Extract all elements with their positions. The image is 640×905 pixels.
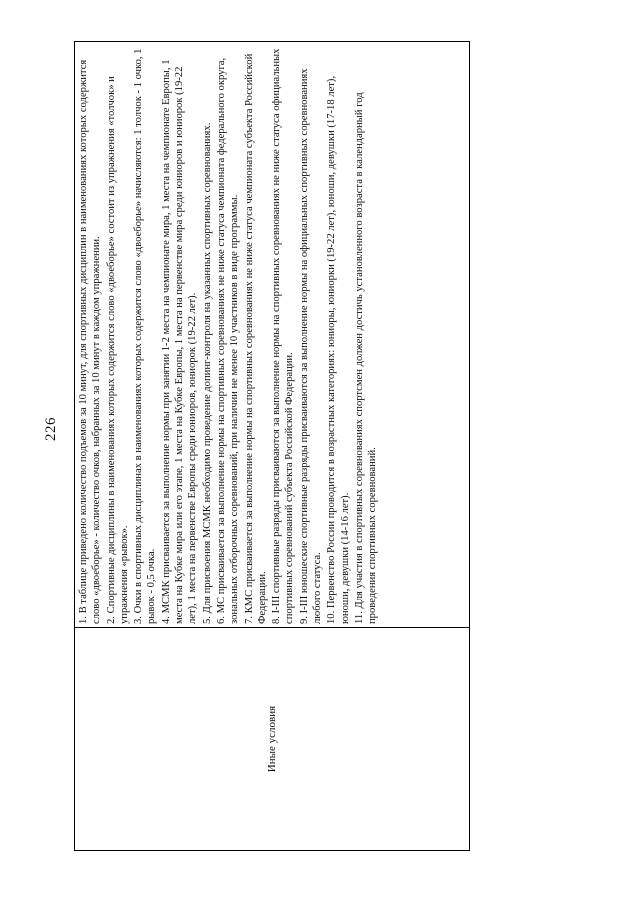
condition-item: 8. I-III спортивные разряды присваиваются за выполнение нормы на спортивных соревнованиях не ниже статуса официальных спортивных соревнований субъекта Российской Федерации. xyxy=(271,48,296,624)
condition-item: 6. МС присваивается за выполнение нормы на спортивных соревнованиях не ниже статуса чемпионата федерального округа, зональных отборочных соревнований, при наличии не менее 10 участников в виде программы. xyxy=(215,57,241,624)
conditions-cell xyxy=(75,42,470,628)
conditions-table xyxy=(74,41,470,851)
condition-item: 9. I-III юношеские спортивные разряды присваиваются за выполнение нормы на официальных спортивных соревнованиях любого статуса. xyxy=(298,68,324,624)
condition-item: 2. Спортивные дисциплины в наименованиях которых содержится слово «двоеборье» состоит из упражнения «толчок» и упражнения «рывок». xyxy=(105,76,130,624)
table-row xyxy=(75,42,470,851)
condition-item: 10. Первенство России проводится в возрастных категориях: юниоры, юниорки (19-22 лет), юноши, девушки (17-18 лет), юноши, девушки (14-16 лет). xyxy=(326,75,351,624)
condition-item: 7. КМС присваивается за выполнение нормы на спортивных соревнованиях не ниже статуса чемпионата субъекта Российской Федерации. xyxy=(243,53,268,624)
condition-item: 1. В таблице приведено количество подъемов за 10 минут, для спортивных дисциплин в наименованиях которых содержится слово «двоеборье» - количество очков, набранных за 10 минут в каждом упражнении. xyxy=(78,59,103,624)
conditions-table-wrapper xyxy=(74,41,470,851)
page-number: 226 xyxy=(43,417,59,441)
row-label: Иные условия xyxy=(266,705,278,773)
condition-item: 3. Очки в спортивных дисциплинах в наименованиях которых содержится слово «двоеборье» начисляются: 1 толчок - 1 очко, 1 рывок - 0,5 очка. xyxy=(133,48,158,624)
condition-item: 11. Для участия в спортивных соревнованиях спортсмен должен достичь установленного возраста в календарный год проведения спортивных соревнований. xyxy=(353,92,379,624)
condition-item: 4. МСМК присваивается за выполнение нормы при занятии 1-2 места на чемпионате мира, 1 места на чемпионате Европы, 1 места на Кубке мира или его этапе, 1 места на Кубке Европы, 1 места на первенстве мира среди юниоров и юниорок (19-22 лет), 1 места на первенстве Европы среди юниоров, юниорок (19-22 лет). xyxy=(160,59,199,624)
row-label-cell xyxy=(75,628,470,851)
condition-item: 5. Для присвоения МСМК необходимо проведение допинг-контроля на указанных спортивных соревнованиях. xyxy=(201,122,213,624)
